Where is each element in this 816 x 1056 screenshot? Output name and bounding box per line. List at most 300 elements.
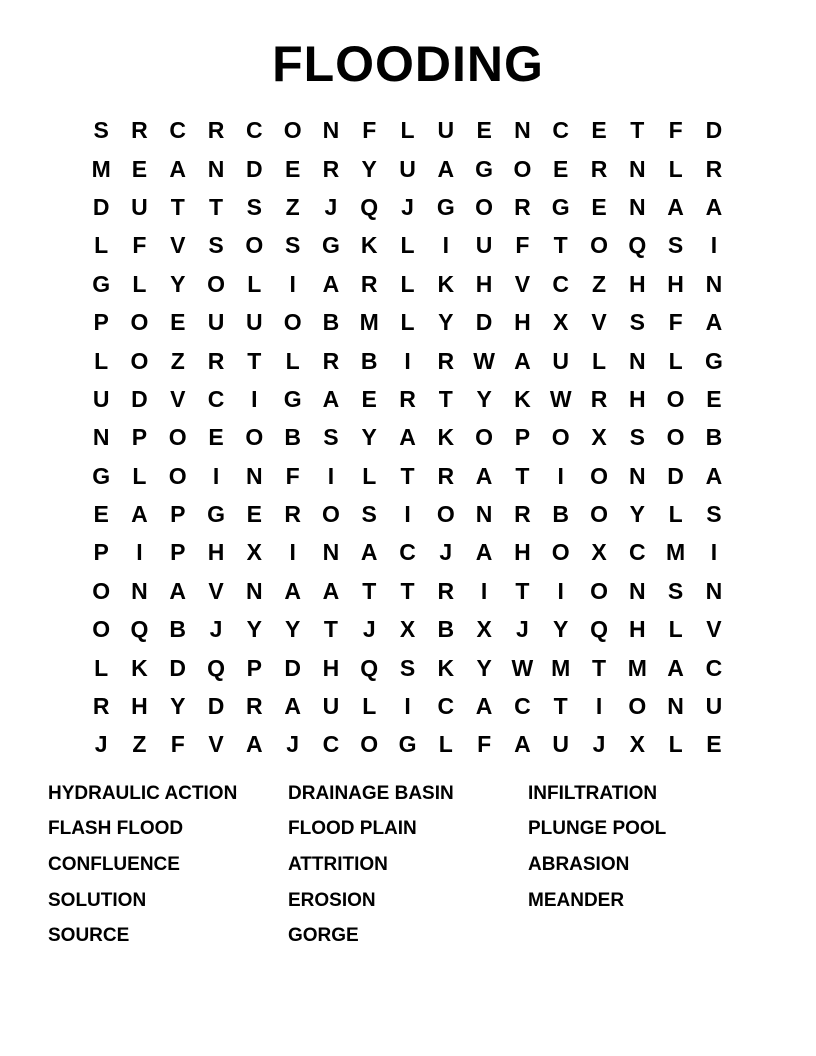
grid-cell: R	[437, 462, 455, 489]
grid-cell: S	[361, 501, 377, 528]
word-list-item: SOURCE	[48, 925, 130, 947]
grid-cell: A	[131, 501, 148, 528]
grid-cell: O	[321, 501, 340, 528]
grid-cell: B	[284, 424, 301, 451]
grid-cell: L	[668, 731, 683, 758]
grid-cell: T	[323, 616, 338, 643]
grid-cell: K	[437, 424, 455, 451]
grid-cell: L	[668, 347, 683, 374]
grid-cell: V	[208, 577, 224, 604]
grid-cell: P	[93, 539, 109, 566]
grid-cell: V	[170, 232, 186, 259]
grid-cell: K	[437, 270, 455, 297]
grid-cell: S	[246, 193, 262, 220]
grid-cell: C	[552, 117, 570, 144]
grid-cell: L	[668, 501, 683, 528]
grid-row	[82, 380, 733, 418]
grid-cell: N	[667, 693, 684, 720]
grid-cell: A	[705, 462, 723, 489]
grid-cell: N	[705, 270, 723, 297]
grid-cell: O	[168, 462, 187, 489]
grid-cell: O	[666, 424, 685, 451]
grid-cell: U	[399, 155, 416, 182]
grid-row	[82, 648, 733, 686]
grid-cell: S	[629, 309, 645, 336]
grid-cell: S	[706, 501, 722, 528]
grid-row	[82, 226, 733, 264]
grid-cell: D	[284, 654, 301, 681]
grid-cell: O	[628, 693, 647, 720]
grid-cell: L	[285, 347, 300, 374]
grid-cell: U	[92, 385, 110, 412]
grid-cell: Y	[553, 616, 569, 643]
grid-cell: Y	[246, 616, 262, 643]
word-list-item: DRAINAGE BASIN	[288, 782, 454, 804]
grid-cell: Y	[476, 385, 492, 412]
grid-cell: A	[169, 577, 187, 604]
grid-row	[82, 572, 733, 610]
word-list	[48, 776, 768, 954]
grid-cell: E	[591, 193, 607, 220]
grid-cell: A	[705, 309, 723, 336]
grid-cell: Y	[438, 309, 454, 336]
grid-cell: P	[170, 539, 186, 566]
grid-row	[82, 457, 733, 495]
word-list-row	[48, 918, 768, 954]
grid-cell: I	[557, 577, 564, 604]
grid-cell: N	[322, 539, 340, 566]
grid-cell: N	[246, 577, 263, 604]
grid-cell: R	[360, 270, 378, 297]
grid-cell: O	[283, 309, 302, 336]
grid-cell: U	[207, 309, 225, 336]
grid-cell: Y	[361, 155, 377, 182]
grid-cell: R	[590, 385, 608, 412]
grid-cell: U	[246, 309, 263, 336]
grid-cell: F	[668, 309, 683, 336]
grid-cell: Y	[476, 654, 492, 681]
grid-cell: S	[284, 232, 301, 259]
grid-cell: L	[438, 731, 453, 758]
grid-cell: J	[439, 539, 453, 566]
grid-cell: V	[706, 616, 722, 643]
grid-cell: O	[168, 424, 187, 451]
grid-cell: W	[549, 385, 572, 412]
grid-cell: T	[438, 385, 453, 412]
grid-cell: A	[284, 693, 301, 720]
grid-cell: I	[289, 270, 296, 297]
grid-cell: A	[284, 577, 301, 604]
grid-cell: I	[480, 577, 488, 604]
grid-cell: G	[321, 232, 340, 259]
grid-cell: C	[399, 539, 416, 566]
grid-cell: J	[592, 731, 606, 758]
grid-cell: N	[322, 117, 340, 144]
grid-cell: L	[362, 462, 377, 489]
grid-cell: N	[705, 577, 723, 604]
grid-cell: H	[514, 309, 531, 336]
grid-cell: G	[92, 462, 111, 489]
grid-cell: D	[475, 309, 493, 336]
grid-cell: G	[436, 193, 455, 220]
grid-cell: E	[246, 501, 262, 528]
grid-cell: O	[207, 270, 225, 297]
grid-cell: N	[246, 462, 263, 489]
grid-cell: I	[557, 462, 564, 489]
grid-cell: N	[628, 347, 646, 374]
grid-cell: F	[477, 731, 492, 758]
grid-cell: G	[475, 155, 494, 182]
grid-cell: E	[706, 731, 722, 758]
grid-cell: A	[514, 731, 531, 758]
grid-cell: A	[705, 193, 723, 220]
word-list-row	[48, 812, 768, 848]
grid-cell: M	[666, 539, 686, 566]
grid-cell: N	[628, 577, 646, 604]
grid-cell: M	[359, 309, 379, 336]
grid-cell: K	[437, 654, 455, 681]
grid-cell: R	[514, 501, 531, 528]
grid-cell: E	[284, 155, 301, 182]
grid-cell: A	[169, 155, 187, 182]
grid-cell: J	[516, 616, 529, 643]
grid-cell: S	[667, 232, 684, 259]
grid-cell: N	[628, 462, 646, 489]
grid-cell: D	[705, 117, 723, 144]
grid-cell: R	[284, 501, 301, 528]
grid-cell: S	[93, 117, 109, 144]
word-list-item: CONFLUENCE	[48, 853, 180, 875]
grid-cell: E	[476, 117, 492, 144]
grid-cell: N	[131, 577, 148, 604]
grid-cell: L	[94, 654, 109, 681]
grid-cell: I	[595, 693, 603, 720]
grid-cell: G	[92, 270, 111, 297]
grid-cell: A	[322, 385, 340, 412]
grid-cell: I	[404, 693, 411, 720]
grid-cell: H	[514, 539, 531, 566]
grid-cell: X	[246, 539, 262, 566]
grid-cell: Z	[591, 270, 607, 297]
grid-row	[82, 495, 733, 533]
grid-cell: B	[360, 347, 378, 374]
word-list-row	[48, 883, 768, 919]
grid-cell: A	[475, 539, 493, 566]
grid-cell: F	[132, 232, 147, 259]
grid-cell: F	[668, 117, 683, 144]
grid-cell: I	[289, 539, 296, 566]
grid-cell: J	[94, 731, 108, 758]
grid-cell: K	[131, 654, 148, 681]
grid-cell: R	[399, 385, 416, 412]
grid-cell: H	[475, 270, 493, 297]
grid-cell: A	[246, 731, 263, 758]
grid-cell: R	[131, 117, 148, 144]
grid-cell: Q	[130, 616, 149, 643]
grid-cell: L	[247, 270, 262, 297]
word-list-item: INFILTRATION	[528, 782, 658, 804]
grid-row	[82, 149, 733, 187]
grid-cell: H	[667, 270, 684, 297]
word-list-row	[48, 847, 768, 883]
grid-cell: T	[362, 577, 377, 604]
grid-cell: O	[245, 424, 264, 451]
grid-row	[82, 111, 733, 149]
grid-cell: R	[705, 155, 723, 182]
grid-row	[82, 265, 733, 303]
grid-cell: H	[628, 385, 646, 412]
grid-cell: N	[207, 155, 225, 182]
grid-row	[82, 725, 733, 763]
grid-cell: H	[131, 693, 148, 720]
grid-cell: O	[92, 577, 111, 604]
grid-cell: T	[553, 232, 568, 259]
grid-cell: N	[92, 424, 110, 451]
grid-cell: Z	[170, 347, 185, 374]
grid-cell: K	[360, 232, 378, 259]
grid-cell: C	[246, 117, 263, 144]
grid-cell: E	[706, 385, 722, 412]
grid-cell: C	[169, 117, 187, 144]
page-title: FLOODING	[272, 36, 544, 92]
letter-grid	[82, 111, 733, 764]
grid-cell: R	[322, 347, 340, 374]
grid-cell: O	[513, 155, 532, 182]
word-list-item: SOLUTION	[48, 889, 147, 911]
grid-row	[82, 610, 733, 648]
grid-cell: D	[169, 654, 187, 681]
grid-cell: T	[553, 693, 568, 720]
grid-cell: A	[475, 693, 493, 720]
grid-cell: A	[360, 539, 378, 566]
grid-cell: O	[283, 117, 302, 144]
grid-row	[82, 188, 733, 226]
grid-cell: I	[212, 462, 220, 489]
grid-cell: X	[476, 616, 492, 643]
grid-cell: R	[437, 577, 455, 604]
grid-cell: Y	[170, 270, 186, 297]
grid-cell: L	[400, 117, 415, 144]
grid-cell: J	[286, 731, 300, 758]
grid-cell: J	[324, 193, 338, 220]
grid-cell: A	[475, 462, 493, 489]
grid-cell: S	[399, 654, 416, 681]
grid-cell: L	[400, 309, 415, 336]
grid-cell: I	[404, 501, 411, 528]
grid-cell: X	[591, 539, 607, 566]
grid-cell: L	[94, 347, 109, 374]
grid-cell: E	[553, 155, 569, 182]
grid-cell: O	[130, 347, 149, 374]
grid-cell: Q	[207, 654, 225, 681]
grid-cell: L	[668, 155, 683, 182]
grid-cell: B	[322, 309, 340, 336]
grid-cell: E	[591, 117, 607, 144]
grid-cell: P	[246, 654, 262, 681]
grid-cell: Y	[629, 501, 645, 528]
grid-cell: O	[475, 424, 494, 451]
grid-cell: O	[245, 232, 264, 259]
grid-cell: O	[551, 424, 570, 451]
grid-cell: Q	[360, 193, 379, 220]
grid-cell: K	[514, 385, 531, 412]
grid-cell: Y	[170, 693, 186, 720]
grid-cell: R	[92, 693, 110, 720]
grid-cell: C	[628, 539, 646, 566]
grid-cell: T	[515, 577, 530, 604]
grid-cell: O	[590, 462, 608, 489]
grid-cell: A	[667, 193, 684, 220]
grid-cell: I	[136, 539, 143, 566]
grid-cell: O	[666, 385, 685, 412]
word-list-item: HYDRAULIC ACTION	[48, 782, 238, 804]
grid-cell: S	[323, 424, 339, 451]
grid-cell: X	[553, 309, 569, 336]
grid-cell: W	[511, 654, 534, 681]
grid-cell: B	[552, 501, 570, 528]
grid-cell: H	[628, 616, 646, 643]
grid-cell: N	[628, 155, 646, 182]
grid-cell: R	[207, 117, 225, 144]
grid-cell: E	[131, 155, 148, 182]
grid-cell: B	[169, 616, 187, 643]
grid-cell: A	[437, 155, 455, 182]
grid-cell: C	[322, 731, 340, 758]
grid-cell: D	[246, 155, 263, 182]
grid-cell: G	[704, 347, 723, 374]
grid-cell: T	[170, 193, 185, 220]
grid-row	[82, 341, 733, 379]
grid-row	[82, 687, 733, 725]
word-list-item: ABRASION	[528, 853, 630, 875]
grid-cell: O	[92, 616, 111, 643]
grid-cell: R	[322, 155, 340, 182]
grid-cell: C	[705, 654, 723, 681]
grid-cell: P	[170, 501, 186, 528]
word-list-item: FLASH FLOOD	[48, 818, 184, 840]
grid-cell: Z	[285, 193, 300, 220]
grid-cell: C	[552, 270, 570, 297]
word-list-row	[48, 776, 768, 812]
grid-cell: P	[514, 424, 531, 451]
grid-cell: E	[93, 501, 109, 528]
grid-cell: V	[514, 270, 531, 297]
grid-cell: U	[322, 693, 340, 720]
grid-cell: O	[551, 539, 570, 566]
grid-cell: E	[170, 309, 186, 336]
grid-cell: A	[322, 577, 340, 604]
grid-row	[82, 533, 733, 571]
grid-cell: O	[436, 501, 455, 528]
grid-cell: I	[442, 232, 450, 259]
grid-cell: C	[207, 385, 225, 412]
grid-cell: A	[322, 270, 340, 297]
grid-cell: I	[251, 385, 258, 412]
grid-cell: T	[247, 347, 262, 374]
grid-cell: R	[590, 155, 608, 182]
grid-cell: I	[710, 232, 718, 259]
grid-cell: J	[209, 616, 223, 643]
grid-cell: Q	[628, 232, 647, 259]
grid-cell: O	[590, 501, 608, 528]
grid-cell: L	[362, 693, 377, 720]
grid-cell: R	[437, 347, 455, 374]
grid-cell: U	[131, 193, 148, 220]
grid-cell: F	[515, 232, 530, 259]
grid-cell: M	[627, 654, 647, 681]
word-list-item: EROSION	[288, 889, 376, 911]
grid-cell: T	[591, 654, 607, 681]
grid-cell: H	[628, 270, 646, 297]
grid-cell: D	[131, 385, 148, 412]
grid-cell: L	[400, 232, 415, 259]
grid-cell: I	[404, 347, 411, 374]
grid-cell: C	[437, 693, 455, 720]
grid-cell: F	[170, 731, 185, 758]
grid-cell: N	[514, 117, 531, 144]
grid-cell: T	[515, 462, 530, 489]
grid-cell: Y	[361, 424, 377, 451]
grid-cell: J	[362, 616, 376, 643]
grid-cell: V	[170, 385, 186, 412]
word-list-item: GORGE	[288, 925, 359, 947]
grid-cell: U	[552, 731, 570, 758]
grid-cell: Y	[284, 616, 301, 643]
word-list-item: ATTRITION	[288, 853, 388, 875]
grid-cell: U	[552, 347, 570, 374]
grid-cell: O	[475, 193, 494, 220]
word-list-item: MEANDER	[528, 889, 625, 911]
grid-cell: U	[475, 232, 493, 259]
grid-cell: Q	[590, 616, 608, 643]
grid-cell: I	[327, 462, 335, 489]
grid-cell: X	[591, 424, 607, 451]
grid-cell: O	[130, 309, 149, 336]
grid-cell: G	[207, 501, 225, 528]
grid-cell: I	[710, 539, 718, 566]
grid-cell: E	[208, 424, 224, 451]
grid-cell: G	[283, 385, 302, 412]
grid-cell: S	[667, 577, 684, 604]
grid-cell: D	[667, 462, 684, 489]
grid-cell: P	[131, 424, 148, 451]
grid-cell: F	[285, 462, 300, 489]
grid-cell: A	[667, 654, 684, 681]
grid-cell: N	[475, 501, 493, 528]
grid-cell: G	[551, 193, 570, 220]
grid-cell: M	[551, 654, 571, 681]
grid-cell: R	[207, 347, 225, 374]
grid-cell: A	[514, 347, 531, 374]
grid-cell: X	[629, 731, 645, 758]
grid-cell: P	[93, 309, 109, 336]
grid-cell: L	[94, 232, 109, 259]
grid-cell: T	[630, 117, 645, 144]
grid-cell: C	[514, 693, 531, 720]
grid-cell: L	[668, 616, 683, 643]
grid-cell: L	[400, 270, 415, 297]
grid-cell: A	[399, 424, 416, 451]
grid-cell: F	[362, 117, 377, 144]
grid-cell: M	[91, 155, 111, 182]
grid-cell: V	[208, 731, 224, 758]
grid-row	[82, 303, 733, 341]
grid-cell: L	[591, 347, 607, 374]
grid-cell: G	[398, 731, 417, 758]
grid-cell: R	[246, 693, 263, 720]
grid-cell: Z	[132, 731, 147, 758]
grid-cell: L	[132, 462, 147, 489]
